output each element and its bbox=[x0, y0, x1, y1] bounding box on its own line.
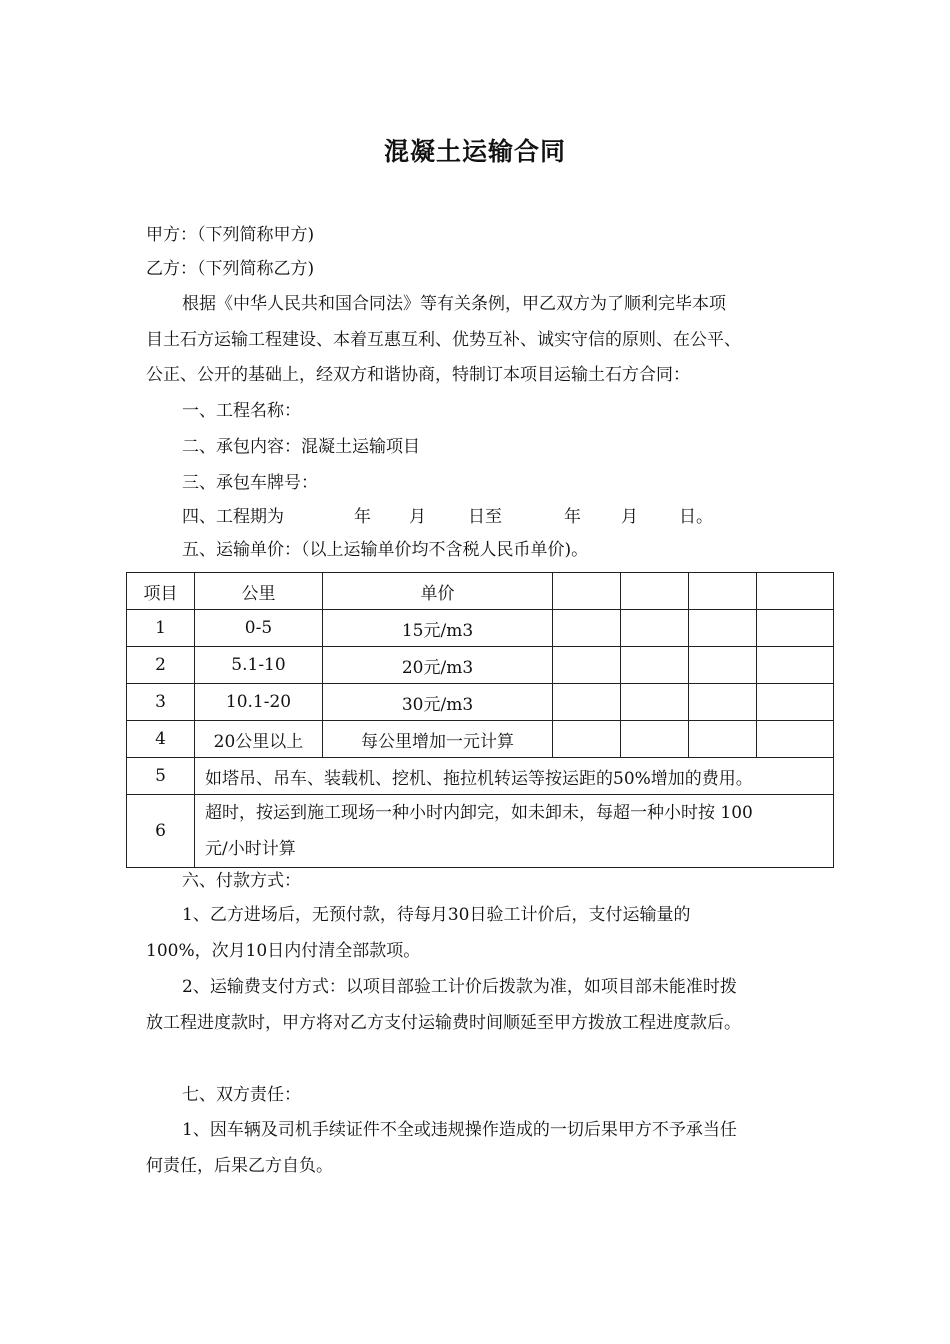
period-month-1: 月 bbox=[409, 507, 426, 527]
empty-cell bbox=[689, 721, 757, 758]
empty-cell bbox=[553, 610, 621, 647]
row-no: 1 bbox=[127, 610, 195, 647]
rate-table bbox=[126, 572, 834, 868]
clause-project-name: 一、工程名称： bbox=[182, 401, 301, 421]
header-item: 项目 bbox=[127, 573, 195, 610]
table-row bbox=[127, 795, 834, 868]
row-no: 2 bbox=[127, 647, 195, 684]
payment-clause-2a: 2、运输费支付方式：以项目部验工计价后拨款为准，如项目部未能准时拨 bbox=[182, 977, 737, 997]
row-price: 每公里增加一元计算 bbox=[323, 721, 553, 758]
empty-cell bbox=[553, 647, 621, 684]
responsibility-clause-1b: 何责任，后果乙方自负。 bbox=[146, 1156, 333, 1176]
payment-heading: 六、付款方式： bbox=[182, 871, 301, 891]
empty-cell bbox=[621, 721, 689, 758]
period-year-1: 年 bbox=[354, 507, 371, 527]
empty-cell bbox=[621, 573, 689, 610]
table-row bbox=[127, 647, 834, 684]
payment-clause-1b: 100%，次月10日内付清全部款项。 bbox=[146, 941, 421, 961]
table-row bbox=[127, 758, 834, 795]
empty-cell bbox=[621, 684, 689, 721]
period-day-2: 日。 bbox=[679, 507, 713, 527]
empty-cell bbox=[689, 573, 757, 610]
empty-cell bbox=[689, 610, 757, 647]
document-title: 混凝土运输合同 bbox=[383, 137, 566, 166]
row-price: 30元/m3 bbox=[323, 684, 553, 721]
table-row bbox=[127, 721, 834, 758]
empty-cell bbox=[621, 610, 689, 647]
row-no: 4 bbox=[127, 721, 195, 758]
empty-cell bbox=[689, 647, 757, 684]
intro-line-2: 目土石方运输工程建设、本着互惠互利、优势互补、诚实守信的原则、在公平、 bbox=[146, 330, 741, 350]
row-km: 5.1-10 bbox=[195, 647, 323, 684]
header-km: 公里 bbox=[195, 573, 323, 610]
intro-line-3: 公正、公开的基础上，经双方和谐协商，特制订本项目运输土石方合同： bbox=[146, 365, 690, 385]
period-day-to: 日至 bbox=[468, 507, 502, 527]
empty-cell bbox=[689, 684, 757, 721]
table-row bbox=[127, 610, 834, 647]
payment-clause-2b: 放工程进度款时，甲方将对乙方支付运输费时间顺延至甲方拨放工程进度款后。 bbox=[146, 1013, 741, 1033]
row-price: 20元/m3 bbox=[323, 647, 553, 684]
empty-cell bbox=[757, 721, 834, 758]
responsibility-clause-1a: 1、因车辆及司机手续证件不全或违规操作造成的一切后果甲方不予承当任 bbox=[182, 1120, 737, 1140]
row-km: 10.1-20 bbox=[195, 684, 323, 721]
row-note bbox=[195, 795, 834, 868]
empty-cell bbox=[757, 647, 834, 684]
clause-unit-price: 五、运输单价：（以上运输单价均不含税人民币单价)。 bbox=[182, 540, 589, 560]
responsibility-heading: 七、双方责任： bbox=[182, 1085, 301, 1105]
empty-cell bbox=[553, 721, 621, 758]
row-no: 5 bbox=[127, 758, 195, 795]
clause-plate-number: 三、承包车牌号： bbox=[182, 473, 318, 493]
clause-period bbox=[182, 506, 713, 528]
empty-cell bbox=[757, 684, 834, 721]
empty-cell bbox=[553, 573, 621, 610]
empty-cell bbox=[553, 684, 621, 721]
party-a-line: 甲方：（下列简称甲方) bbox=[146, 225, 315, 245]
row-no: 3 bbox=[127, 684, 195, 721]
empty-cell bbox=[757, 573, 834, 610]
table-header-row bbox=[127, 573, 834, 610]
table-row bbox=[127, 684, 834, 721]
period-label: 四、工程期为 bbox=[182, 507, 284, 527]
row-no: 6 bbox=[127, 795, 195, 868]
header-price: 单价 bbox=[323, 573, 553, 610]
clause-contract-content: 二、承包内容：混凝土运输项目 bbox=[182, 437, 420, 457]
row-km: 20公里以上 bbox=[195, 721, 323, 758]
period-year-2: 年 bbox=[564, 507, 581, 527]
empty-cell bbox=[757, 610, 834, 647]
payment-clause-1a: 1、乙方进场后，无预付款，待每月30日验工计价后，支付运输量的 bbox=[182, 905, 691, 925]
row-note: 如塔吊、吊车、装载机、挖机、拖拉机转运等按运距的50%增加的费用。 bbox=[195, 758, 834, 795]
row-km: 0-5 bbox=[195, 610, 323, 647]
party-b-line: 乙方：（下列简称乙方) bbox=[146, 259, 315, 279]
empty-cell bbox=[621, 647, 689, 684]
row-price: 15元/m3 bbox=[323, 610, 553, 647]
row-note-line-2: 元/小时计算 bbox=[205, 839, 296, 859]
intro-line-1: 根据《中华人民共和国合同法》等有关条例，甲乙双方为了顺利完毕本项 bbox=[182, 294, 726, 314]
period-month-2: 月 bbox=[621, 507, 638, 527]
row-note-line-1: 超时，按运到施工现场一种小时内卸完，如未卸未，每超一种小时按 100 bbox=[205, 803, 753, 823]
